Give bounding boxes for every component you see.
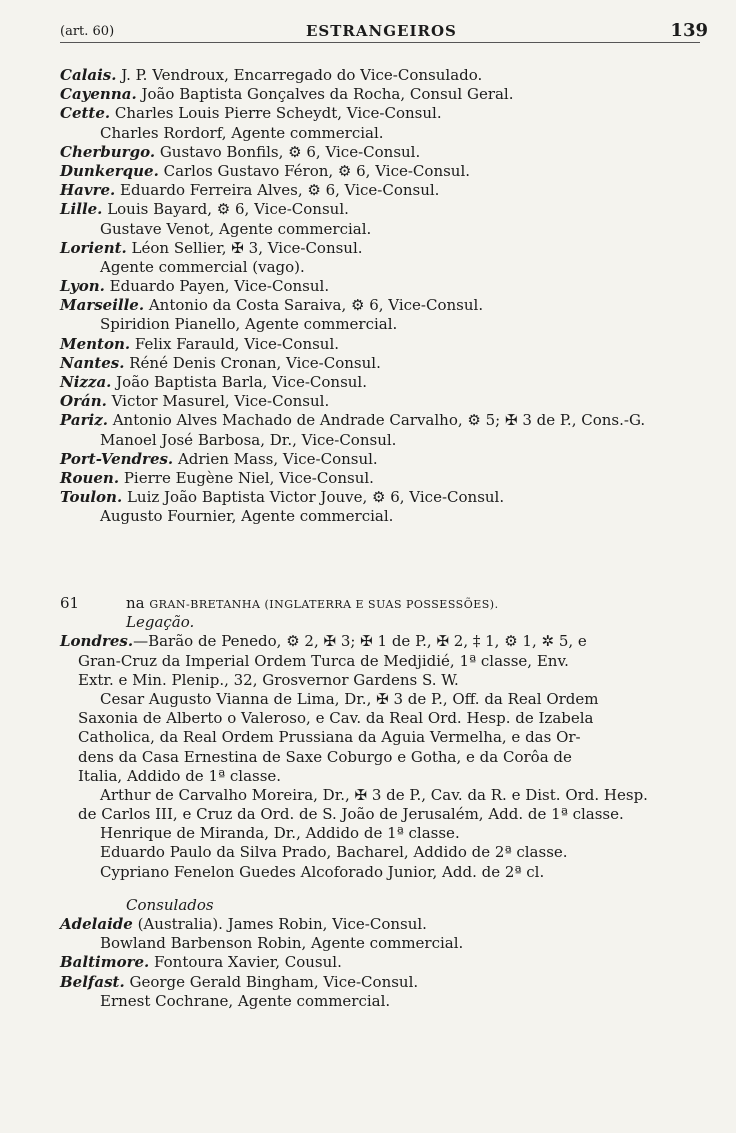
entry-line [60, 690, 710, 709]
entry-text: Antonio da Costa Saraiva, ⚙ 6, Vice-Consul. [144, 296, 484, 315]
entry-text: Victor Masurel, Vice-Consul. [106, 392, 330, 411]
city-name: Orán. [60, 392, 107, 411]
section-heading [60, 594, 710, 613]
entry-text: Catholica, da Real Ordem Prussiana da Aguia Vermelha, e das Or- [78, 728, 581, 747]
entry-line [60, 162, 710, 181]
city-name: Cette. [60, 104, 111, 123]
entry-line [60, 66, 710, 85]
entry-text: Antonio Alves Machado de Andrade Carvalho, ⚙ 5; ✠ 3 de P., Cons.-G. [107, 411, 646, 430]
entry-line [60, 632, 710, 651]
entry-text: dens da Casa Ernestina de Saxe Coburgo e Gotha, e da Corôa de [78, 747, 572, 766]
city-name: Lille. [60, 200, 103, 219]
entry-line [60, 392, 710, 411]
entry-text: J. P. Vendroux, Encarregado do Vice-Consulado. [116, 66, 483, 84]
article-reference: (art. 60) [60, 24, 115, 39]
entry-text: Carlos Gustavo Féron, ⚙ 6, Vice-Consul. [158, 161, 471, 180]
entry-line [60, 843, 710, 862]
entry-line [60, 805, 710, 824]
entry-line [60, 786, 710, 805]
section-title: GRAN-BRETANHA (INGLATERRA E SUAS POSSESSÕES). [149, 598, 499, 611]
city-name: Pariz. [60, 411, 108, 430]
entry-text: Manoel José Barbosa, Dr., Vice-Consul. [100, 430, 397, 449]
entry-text: George Gerald Bingham, Vice-Consul. [124, 972, 419, 991]
entry-line [60, 85, 710, 104]
entry-text: Augusto Fournier, Agente commercial. [100, 507, 394, 526]
entry-line [60, 709, 710, 728]
entry-line [60, 124, 710, 143]
entry-text: Ernest Cochrane, Agente commercial. [100, 991, 391, 1010]
section-number: 61 [60, 594, 80, 612]
entry-line [60, 354, 710, 373]
city-name: Nantes. [60, 353, 125, 372]
entry-line [60, 824, 710, 843]
entry-text: de Carlos III, e Cruz da Ord. de S. João de Jerusalém, Add. de 1ª classe. [78, 805, 624, 824]
city-name: Havre. [60, 181, 116, 200]
consulates-list [60, 915, 710, 1011]
entry-text: Eduardo Ferreira Alves, ⚙ 6, Vice-Consul. [115, 181, 440, 200]
entry-text: Agente commercial (vago). [100, 257, 305, 276]
entry-text: Gustave Venot, Agente commercial. [100, 219, 372, 238]
entry-text: Cesar Augusto Vianna de Lima, Dr., ✠ 3 de P., Off. da Real Ordem [100, 689, 599, 708]
entry-line [60, 863, 710, 882]
entry-line [60, 728, 710, 747]
city-name: Belfast. [60, 972, 125, 991]
entry-line [60, 411, 710, 430]
page-number: 139 [670, 20, 708, 41]
entry-line [60, 200, 710, 219]
entry-line [60, 220, 710, 239]
city-name: Calais. [60, 66, 117, 84]
entry-text: Felix Farauld, Vice-Consul. [130, 334, 340, 353]
entry-line [60, 934, 710, 953]
entry-text: Cypriano Fenelon Guedes Alcoforado Junior, Add. de 2ª cl. [100, 862, 545, 881]
city-name: Dunkerque. [60, 161, 159, 180]
entry-line [60, 748, 710, 767]
entry-text: Italia, Addido de 1ª classe. [78, 766, 282, 785]
city-name: Nizza. [60, 373, 112, 391]
entry-line [60, 973, 710, 992]
entry-text: Saxonia de Alberto o Valeroso, e Cav. da Real Ord. Hesp. de Izabela [78, 709, 594, 728]
entry-line [60, 239, 710, 258]
entry-line [60, 953, 710, 972]
entry-text: Arthur de Carvalho Moreira, Dr., ✠ 3 de P., Cav. da R. e Dist. Ord. Hesp. [100, 785, 648, 804]
city-name: Port-Vendres. [60, 449, 174, 468]
entry-text: Réné Denis Cronan, Vice-Consul. [124, 353, 381, 372]
entry-line [60, 469, 710, 488]
entry-text: Luiz João Baptista Victor Jouve, ⚙ 6, Vice-Consul. [122, 488, 505, 507]
entry-line [60, 181, 710, 200]
entry-line [60, 450, 710, 469]
entry-text: Gran-Cruz da Imperial Ordem Turca de Medjidié, 1ª classe, Env. [78, 651, 569, 670]
entry-line [60, 315, 710, 334]
entry-text: Charles Louis Pierre Scheydt, Vice-Consul. [110, 104, 442, 123]
entry-line [60, 104, 710, 123]
entry-line [60, 277, 710, 296]
city-name: Lyon. [60, 277, 105, 296]
city-name: Marseille. [60, 296, 145, 315]
entry-text: Adrien Mass, Vice-Consul. [173, 449, 378, 468]
entry-text: Gustavo Bonfils, ⚙ 6, Vice-Consul. [155, 142, 421, 161]
entry-line [60, 431, 710, 450]
city-name: Adelaide [60, 915, 133, 933]
entry-line [60, 652, 710, 671]
entry-line [60, 671, 710, 690]
entry-line [60, 767, 710, 786]
entry-text: Charles Rordorf, Agente commercial. [100, 123, 384, 142]
city-name: Baltimore. [60, 953, 150, 972]
city-name: Londres. [60, 632, 134, 651]
entry-line [60, 373, 710, 392]
great-britain-section [60, 594, 710, 1011]
city-name: Lorient. [60, 238, 127, 257]
entry-line [60, 915, 710, 934]
city-name: Rouen. [60, 468, 120, 487]
entry-text: João Baptista Gonçalves da Rocha, Consul Geral. [136, 85, 514, 104]
entry-line [60, 335, 710, 354]
entry-line [60, 258, 710, 277]
entry-line [60, 296, 710, 315]
entry-line [60, 488, 710, 507]
header-rule [60, 42, 700, 43]
running-title: ESTRANGEIROS [306, 22, 457, 40]
entry-text: João Baptista Barla, Vice-Consul. [111, 373, 367, 391]
entry-text: Eduardo Paulo da Silva Prado, Bacharel, Addido de 2ª classe. [100, 843, 568, 862]
consulates-heading: Consulados [126, 895, 214, 914]
entry-text: Henrique de Miranda, Dr., Addido de 1ª classe. [100, 824, 460, 843]
entry-text: Fontoura Xavier, Cousul. [149, 953, 342, 972]
entry-text: Extr. e Min. Plenip., 32, Grosvernor Gardens S. W. [78, 670, 459, 689]
entry-text: Léon Sellier, ✠ 3, Vice-Consul. [126, 238, 363, 257]
entry-text: (Australia). James Robin, Vice-Consul. [132, 915, 427, 933]
legation-list [60, 632, 710, 881]
entry-line [60, 143, 710, 162]
city-name: Cayenna. [60, 85, 137, 104]
entry-text: Spiridion Pianello, Agente commercial. [100, 315, 398, 334]
entry-text: Bowland Barbenson Robin, Agente commercial. [100, 934, 464, 953]
section-prefix: na [126, 594, 150, 612]
entry-text: Louis Bayard, ⚙ 6, Vice-Consul. [102, 200, 349, 219]
entry-line [60, 507, 710, 526]
entry-text: Eduardo Payen, Vice-Consul. [104, 277, 330, 296]
page-header [60, 20, 708, 42]
legation-heading: Legação. [126, 613, 195, 632]
city-name: Cherburgo. [60, 142, 156, 161]
entry-text: —Barão de Penedo, ⚙ 2, ✠ 3; ✠ 1 de P., ✠ 2, ‡ 1, ⚙ 1, ✲ 5, e [133, 632, 587, 651]
entry-line [60, 992, 710, 1011]
entry-text: Pierre Eugène Niel, Vice-Consul. [119, 468, 374, 487]
city-name: Toulon. [60, 488, 123, 507]
france-consular-list [60, 66, 710, 527]
city-name: Menton. [60, 334, 131, 353]
